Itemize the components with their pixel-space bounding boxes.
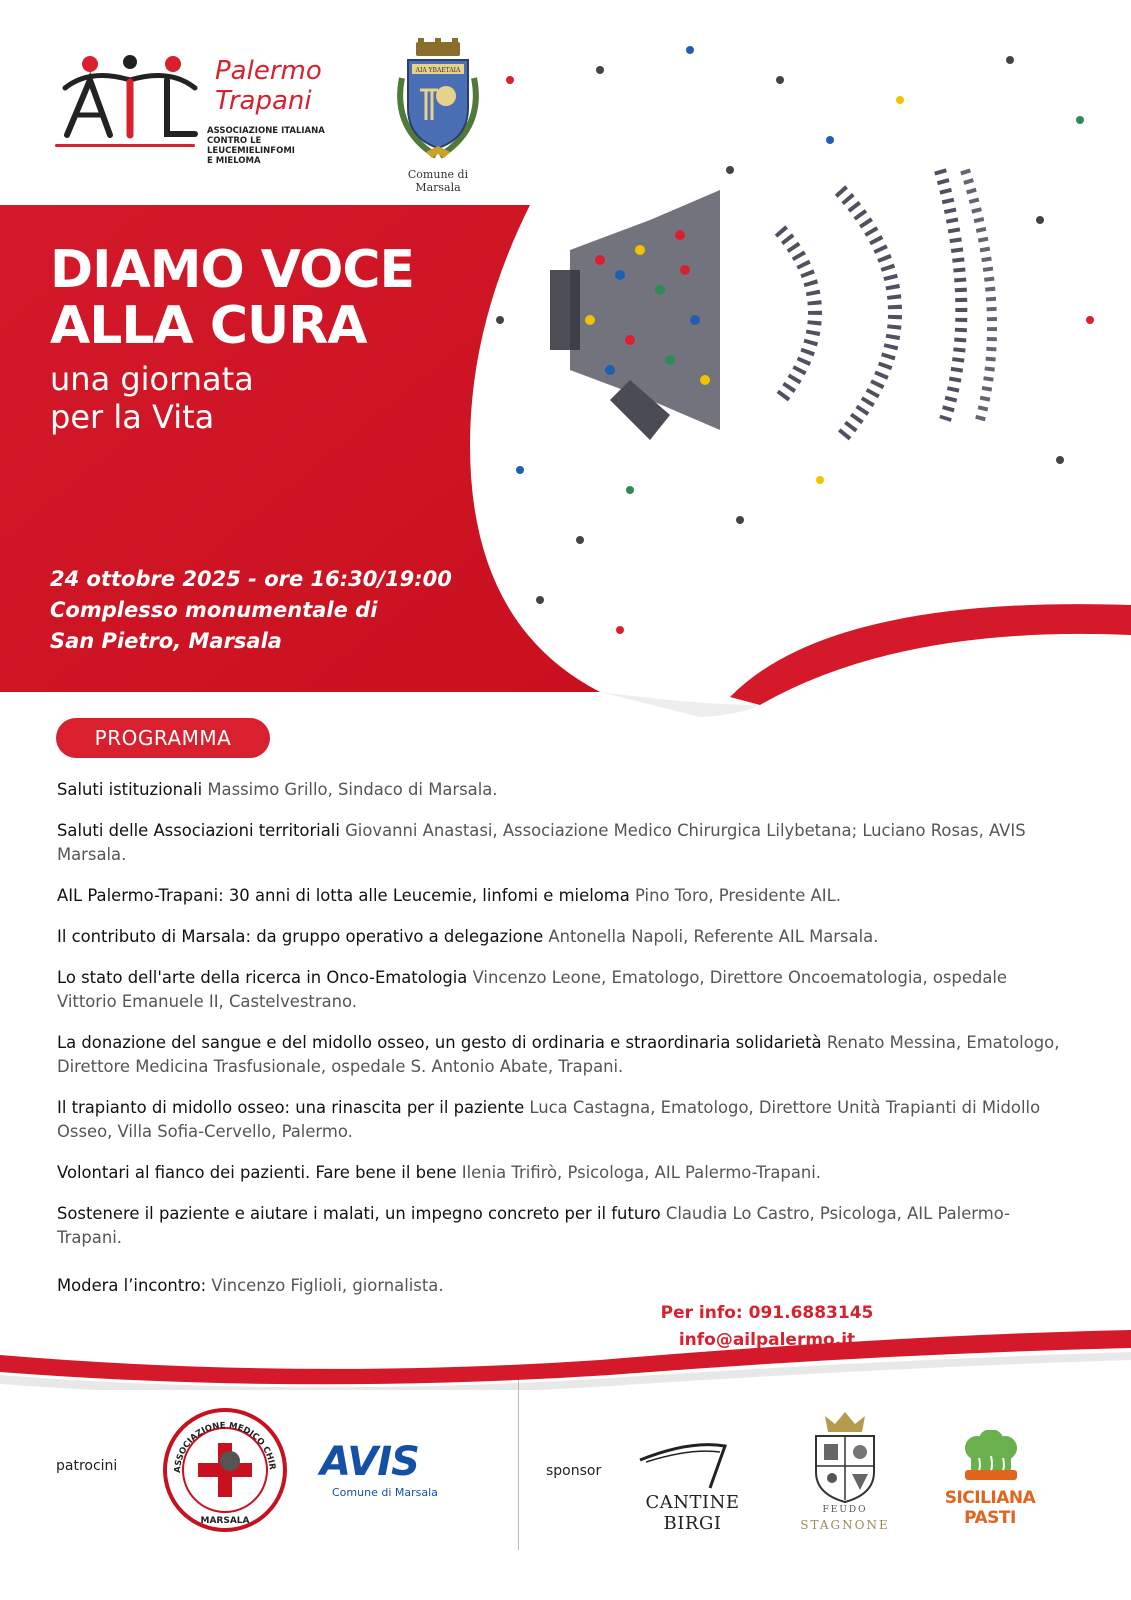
program-speaker: Vincenzo Leone, Ematologo, Direttore Oncoematologia, ospedale Vittorio Emanuele II, Castelvestrano.	[57, 968, 1008, 1011]
program-item	[57, 778, 1067, 802]
ail-underline	[55, 144, 195, 147]
hero-title	[50, 242, 510, 354]
shield-motto: AIA YBAETAIA	[415, 67, 461, 74]
ail-desc-line1: ASSOCIAZIONE ITALIANA	[207, 126, 325, 136]
program-speaker: Claudia Lo Castro, Psicologa, AIL Palermo-Trapani.	[57, 1204, 1010, 1247]
moderator-name: Vincenzo Figlioli, giornalista.	[206, 1276, 444, 1295]
cantine-birgi-logo	[620, 1440, 765, 1534]
footer-divider	[518, 1380, 519, 1550]
program-item	[57, 1161, 1067, 1185]
info-phone: Per info: 091.6883145	[660, 1303, 874, 1323]
program-speaker: Ilenia Trifirò, Psicologa, AIL Palermo-Trapani.	[456, 1163, 822, 1182]
program-speaker: Renato Messina, Ematologo, Direttore Medicina Trasfusionale, ospedale S. Antonio Abate, Trapani.	[57, 1033, 1060, 1076]
program-item	[57, 925, 1067, 949]
program-topic: La donazione del sangue e del midollo osseo, un gesto di ordinaria e straordinaria solidarietà	[57, 1033, 822, 1052]
program-topic: Sostenere il paziente e aiutare i malati, un impegno concreto per il futuro	[57, 1204, 661, 1223]
program-item	[57, 966, 1067, 1014]
avis-sub: Comune di Marsala	[332, 1486, 438, 1499]
avis-word: AVIS	[320, 1439, 419, 1485]
program-list	[57, 778, 1067, 1315]
program-topic: Saluti delle Associazioni territoriali	[57, 821, 340, 840]
program-speaker: Massimo Grillo, Sindaco di Marsala.	[202, 780, 498, 799]
hero-subtitle-line2: per la Vita	[50, 398, 215, 436]
program-topic: Volontari al fianco dei pazienti. Fare bene il bene	[57, 1163, 457, 1182]
ail-desc-line2: CONTRO LE LEUCEMIELINFOMI	[207, 136, 295, 156]
moderator	[57, 1274, 1067, 1298]
event-venue-line1: Complesso monumentale di	[50, 598, 378, 622]
program-topic: AIL Palermo-Trapani: 30 anni di lotta alle Leucemie, linfomi e mieloma	[57, 886, 630, 905]
program-speaker: Luca Castagna, Ematologo, Direttore Unità Trapianti di Midollo Osseo, Villa Sofia-Cervello, Palermo.	[57, 1098, 1041, 1141]
ail-logo	[55, 50, 345, 166]
program-speaker: Pino Toro, Presidente AIL.	[629, 886, 841, 905]
info-email[interactable]: info@ailpalermo.it	[678, 1330, 856, 1350]
amc-lilybetana-logo	[160, 1405, 290, 1535]
feudo-stagnone-logo	[800, 1410, 890, 1540]
amc-bottom-text: MARSALA	[200, 1516, 250, 1526]
patrocini-label: patrocini	[56, 1458, 118, 1474]
amc-emblem-icon	[160, 1405, 290, 1535]
program-item	[57, 884, 1067, 908]
sponsor-label: sponsor	[546, 1463, 602, 1479]
ail-description	[207, 126, 347, 166]
hero-title-line1: DIAMO VOCE	[50, 240, 415, 300]
ail-city-line2: Trapani	[215, 86, 312, 116]
program-speaker: Giovanni Anastasi, Associazione Medico Chirurgica Lilybetana; Luciano Rosas, AVIS Marsala.	[57, 821, 1026, 864]
hero-subtitle-line1: una giornata	[50, 360, 254, 398]
program-topic: Lo stato dell'arte della ricerca in Onco-Ematologia	[57, 968, 468, 987]
program-topic: Il contributo di Marsala: da gruppo operativo a delegazione	[57, 927, 544, 946]
hero-title-line2: ALLA CURA	[50, 296, 367, 356]
hero-subtitle	[50, 360, 510, 436]
ail-city-line1: Palermo	[215, 56, 322, 86]
program-item	[57, 1031, 1067, 1079]
program-item	[57, 819, 1067, 867]
siciliana-pasti-logo	[925, 1430, 1055, 1528]
hero-headline	[50, 242, 510, 436]
programma-badge: PROGRAMMA	[56, 718, 270, 758]
marsala-coat-of-arms-icon	[388, 38, 488, 166]
birgi-word: CANTINE BIRGI	[645, 1492, 740, 1534]
birgi-sail-icon	[620, 1440, 765, 1490]
ail-city	[215, 56, 322, 116]
event-date: 24 ottobre 2025 - ore 16:30/19:00	[50, 567, 452, 591]
feudo-word: FEUDO	[822, 1505, 868, 1515]
crowd-megaphone-illustration	[480, 20, 1131, 680]
pasti-word: SICILIANA PASTI	[944, 1488, 1036, 1528]
program-item	[57, 1202, 1067, 1250]
moderator-label: Modera l’incontro:	[57, 1276, 207, 1295]
footer-red-wave	[0, 1320, 1131, 1390]
program-item	[57, 1096, 1067, 1144]
program-speaker: Antonella Napoli, Referente AIL Marsala.	[543, 927, 879, 946]
chef-hat-icon	[925, 1430, 1055, 1488]
program-topic: Saluti istituzionali	[57, 780, 203, 799]
event-venue-line2: San Pietro, Marsala	[50, 629, 282, 653]
amc-ring-text: ASSOCIAZIONE MEDICO CHIR	[172, 1420, 277, 1474]
event-details	[50, 564, 452, 657]
avis-logo	[320, 1439, 465, 1502]
feudo-crest-icon	[800, 1410, 890, 1505]
program-topic: Il trapianto di midollo osseo: una rinascita per il paziente	[57, 1098, 525, 1117]
ail-figures-icon	[55, 50, 205, 150]
stagnone-word: STAGNONE	[800, 1518, 890, 1532]
ail-desc-line3: E MIELOMA	[207, 156, 261, 166]
marsala-caption: Comune di Marsala	[407, 168, 469, 194]
